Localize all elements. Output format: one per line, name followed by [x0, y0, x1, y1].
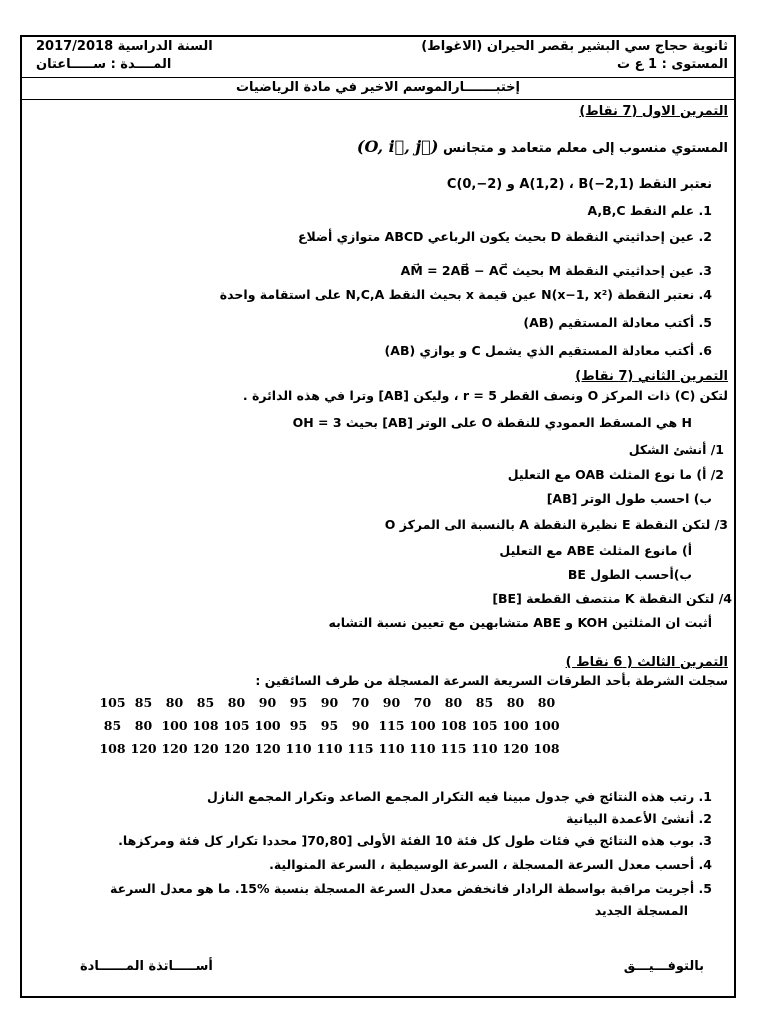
table-cell: 120 — [130, 741, 157, 756]
table-cell: 120 — [192, 741, 219, 756]
table-cell: 100 — [254, 718, 281, 733]
exam-duration: المــــدة : ســـــاعتان — [36, 57, 172, 72]
table-cell: 110 — [316, 741, 343, 756]
ex1-item-2: 2. عين إحداثيتي النقطة D بحيث يكون الرباعي ABCD متوازي أضلاع — [297, 229, 712, 244]
frame-notation: (O, i⃗, j⃗) — [356, 137, 439, 156]
ex1-item-4: 4. نعتبر النقطة N(x−1, x²) عين قيمة x بحيث النقط N,C,A على استقامة واحدة — [219, 287, 712, 302]
class-level: المستوى : 1 ع ت — [617, 57, 728, 72]
table-cell: 100 — [533, 718, 560, 733]
speed-data-table — [97, 691, 562, 760]
table-cell: 110 — [378, 741, 405, 756]
table-cell: 108 — [99, 741, 126, 756]
table-cell: 95 — [289, 718, 308, 733]
ex2-line-4: 2/ أ) ما نوع المثلث OAB مع التعليل — [507, 467, 724, 482]
table-cell: 80 — [537, 695, 556, 710]
ex3-title: التمرين الثالث ( 6 نقاط ) — [565, 655, 728, 670]
ex3-item-3: 3. بوب هذه النتائج في فئات طول كل فئة 10 الفئة الأولى [70,80[ محددا تكرار كل فئة ومركزها. — [118, 833, 712, 848]
table-cell: 115 — [440, 741, 467, 756]
ex1-intro: المستوي منسوب إلى معلم متعامد و متجانس (O, i⃗, j⃗) — [356, 137, 728, 156]
table-cell: 108 — [440, 718, 467, 733]
table-cell: 80 — [506, 695, 525, 710]
table-cell: 120 — [161, 741, 188, 756]
table-cell: 80 — [227, 695, 246, 710]
title-divider — [22, 99, 734, 100]
ex2-line-5: ب) احسب طول الوتر [AB] — [546, 491, 712, 506]
table-cell: 85 — [134, 695, 153, 710]
ex3-item-1: 1. رتب هذه النتائج في جدول مبينا فيه التكرار المجمع الصاعد وتكرار المجمع النازل — [206, 789, 712, 804]
good-luck: بالتوفـــيـــق — [623, 959, 704, 974]
school-year: السنة الدراسية 2017/2018 — [36, 39, 213, 54]
table-cell: 85 — [103, 718, 122, 733]
ex1-points: نعتبر النقط A(1,2) ، B(−2,1) و C(0,−2) — [446, 177, 712, 192]
table-cell: 120 — [254, 741, 281, 756]
table-cell: 90 — [382, 695, 401, 710]
table-cell: 90 — [320, 695, 339, 710]
school-name: ثانوية حجاج سي البشير بقصر الحيران (الاغواط) — [421, 39, 728, 54]
table-cell: 70 — [413, 695, 432, 710]
ex2-line-3: 1/ أنشئ الشكل — [628, 442, 724, 457]
ex2-line-1: لتكن (C) ذات المركز O ونصف القطر r = 5 ، وليكن [AB] وترا في هذه الدائرة . — [242, 388, 728, 403]
table-cell: 115 — [378, 718, 405, 733]
table-cell: 105 — [471, 718, 498, 733]
exam-sheet — [20, 35, 736, 998]
table-cell: 80 — [444, 695, 463, 710]
ex3-intro: سجلت الشرطة بأحد الطرقات السريعة السرعة المسجلة من طرف السائقين : — [255, 673, 728, 688]
ex2-title: التمرين الثاني (7 نقاط) — [575, 369, 728, 384]
table-cell: 80 — [134, 718, 153, 733]
table-cell: 85 — [475, 695, 494, 710]
table-cell: 90 — [351, 718, 370, 733]
table-cell: 110 — [471, 741, 498, 756]
ex1-title: التمرين الاول (7 نقاط) — [579, 104, 728, 119]
ex1-item-6: 6. أكتب معادلة المستقيم الذي يشمل C و يوازي (AB) — [384, 343, 712, 358]
teacher-signature: أســـــاتذة المــــــادة — [80, 959, 213, 974]
ex2-line-8: ب)أحسب الطول BE — [567, 567, 692, 582]
ex2-line-2: H هي المسقط العمودي للنقطة O على الوتر [AB] بحيث OH = 3 — [292, 415, 692, 430]
ex3-item-2: 2. أنشئ الأعمدة البيانية — [565, 811, 712, 826]
table-cell: 108 — [192, 718, 219, 733]
table-cell: 110 — [409, 741, 436, 756]
header-divider — [22, 77, 734, 78]
ex1-item-1: 1. علم النقط A,B,C — [587, 203, 712, 218]
ex3-item-4: 4. أحسب معدل السرعة المسجلة ، السرعة الوسيطية ، السرعة المنوالية. — [269, 857, 712, 872]
table-cell: 100 — [502, 718, 529, 733]
table-cell: 95 — [289, 695, 308, 710]
ex2-line-7: أ) مانوع المثلث ABE مع التعليل — [499, 543, 692, 558]
ex1-item-3: 3. عين إحداثيتي النقطة M بحيث AM⃗ = 2AB⃗ − AC⃗ — [400, 263, 712, 278]
table-cell: 80 — [165, 695, 184, 710]
table-cell: 70 — [351, 695, 370, 710]
ex3-item-5: 5. أجريت مراقبة بواسطة الرادار فانخفض معدل السرعة المسجلة بنسبة %15. ما هو معدل السرعة — [110, 881, 712, 896]
table-row — [97, 737, 562, 760]
table-cell: 100 — [409, 718, 436, 733]
ex2-line-10: أثبت ان المثلثين KOH و ABE متشابهين مع تعيين نسبة التشابه — [328, 615, 712, 630]
table-cell: 108 — [533, 741, 560, 756]
table-cell: 95 — [320, 718, 339, 733]
table-cell: 85 — [196, 695, 215, 710]
ex1-item-5: 5. أكتب معادلة المستقيم (AB) — [523, 315, 712, 330]
table-cell: 100 — [161, 718, 188, 733]
table-cell: 105 — [99, 695, 126, 710]
ex3-item-5-cont: المسجلة الجديد — [594, 903, 688, 918]
table-cell: 105 — [223, 718, 250, 733]
table-cell: 110 — [285, 741, 312, 756]
table-cell: 115 — [347, 741, 374, 756]
exam-title: إختبـــــــارالموسم الاخير في مادة الرياضيات — [235, 80, 521, 95]
table-cell: 90 — [258, 695, 277, 710]
table-cell: 120 — [502, 741, 529, 756]
table-cell: 120 — [223, 741, 250, 756]
ex2-line-6: 3/ لتكن النقطة E نظيرة النقطة A بالنسبة الى المركز O — [384, 517, 728, 532]
table-row — [97, 714, 562, 737]
table-row — [97, 691, 562, 714]
ex2-line-9: 4/ لتكن النقطة K منتصف القطعة [BE] — [492, 591, 732, 606]
